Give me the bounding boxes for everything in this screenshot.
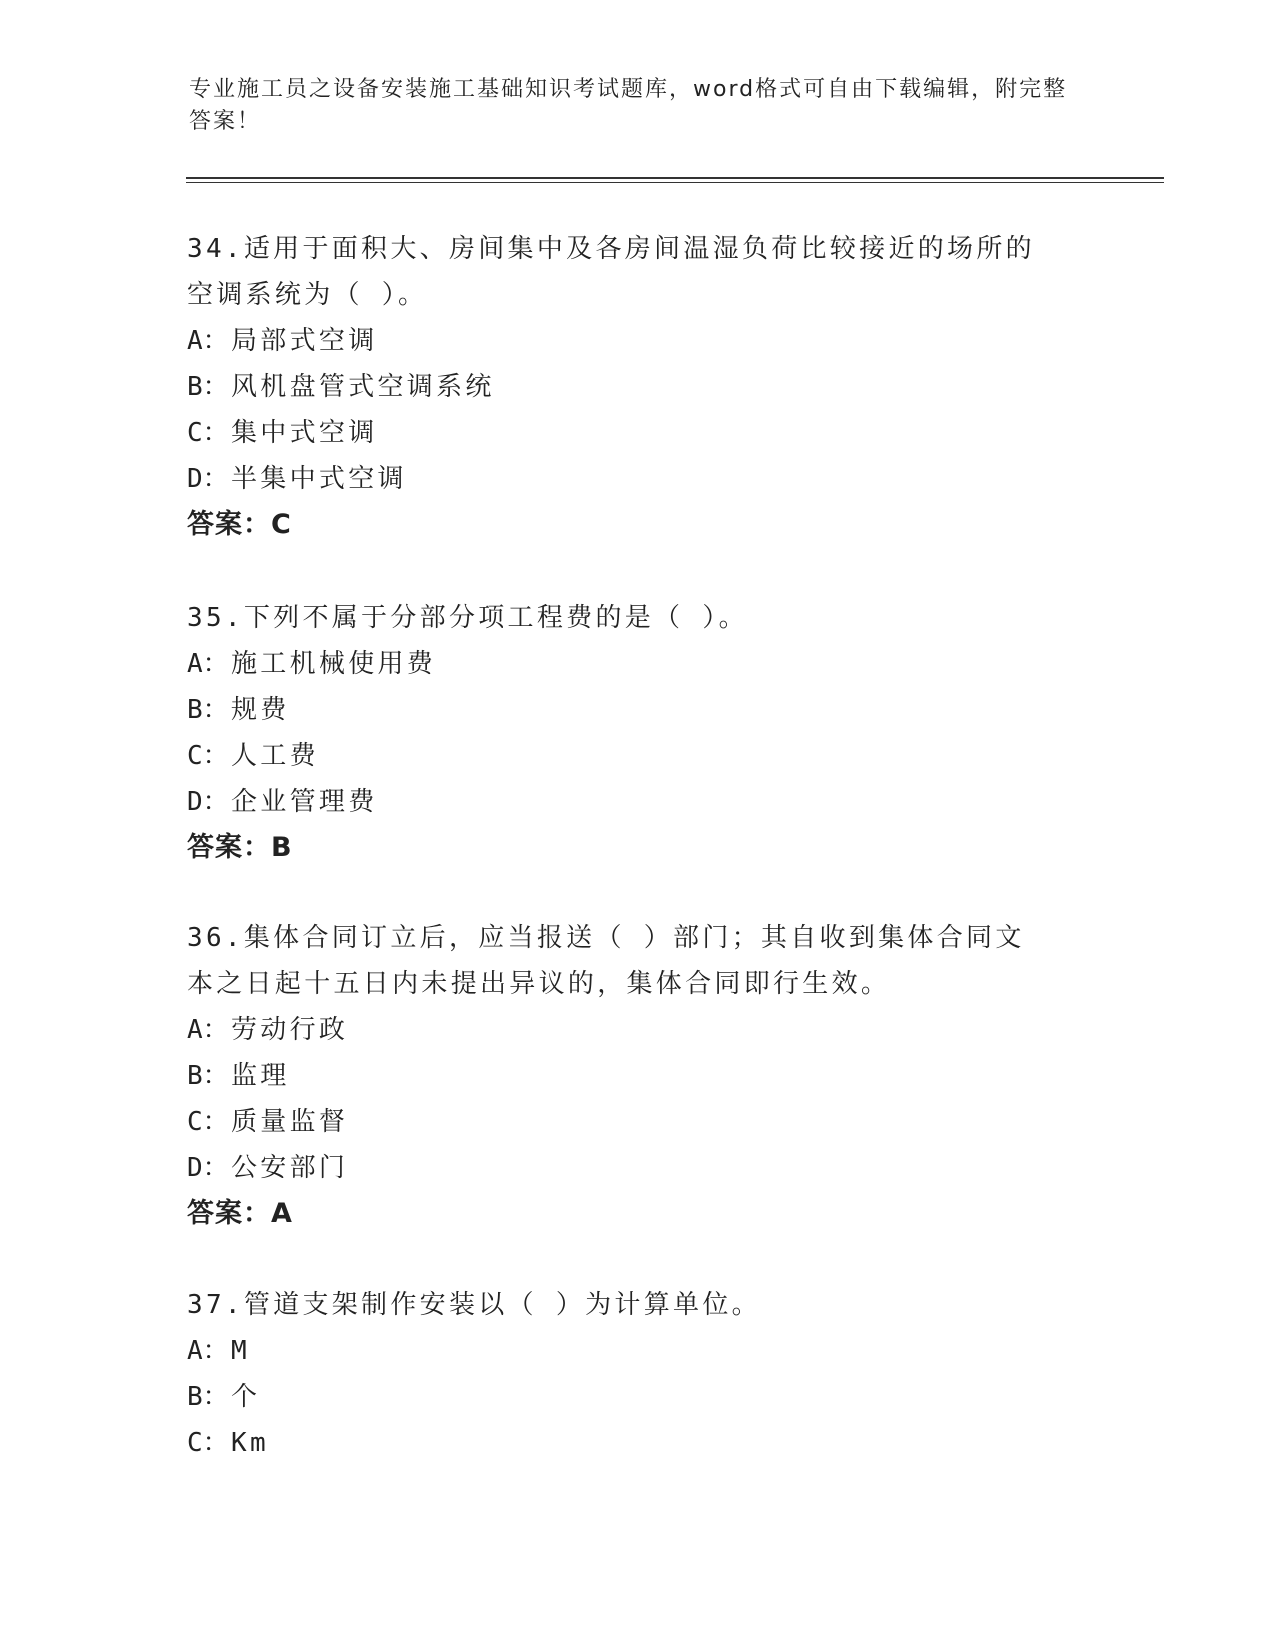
question-stem: 37.管道支架制作安装以（ ）为计算单位。	[187, 1290, 761, 1320]
option-key: C：	[187, 1107, 229, 1137]
option-key: B：	[187, 1061, 229, 1091]
option-b	[187, 687, 1087, 733]
answer-label: 答案：B	[187, 832, 293, 863]
answer-label: 答案：A	[187, 1198, 293, 1229]
option-text: 公安部门	[231, 1153, 349, 1183]
option-b	[187, 1374, 1087, 1420]
option-key: B：	[187, 695, 229, 725]
option-text: 质量监督	[231, 1107, 349, 1137]
question-34	[187, 226, 1087, 548]
option-text: 规费	[231, 695, 290, 725]
option-text: 人工费	[231, 741, 319, 771]
document-header-text: 专业施工员之设备安装施工基础知识考试题库，word格式可自由下载编辑，附完整答案！	[189, 77, 1068, 134]
option-key: C：	[187, 418, 229, 448]
option-a	[187, 641, 1087, 687]
option-text: 监理	[231, 1061, 290, 1091]
option-b	[187, 1053, 1087, 1099]
option-a	[187, 1328, 1087, 1374]
option-key: D：	[187, 1153, 229, 1183]
option-d	[187, 779, 1087, 825]
option-key: C：	[187, 741, 229, 771]
option-key: A：	[187, 326, 229, 356]
option-text: Km	[231, 1428, 269, 1458]
option-text: 风机盘管式空调系统	[231, 372, 495, 402]
option-text: 施工机械使用费	[231, 649, 437, 679]
header-divider	[186, 177, 1164, 183]
option-key: A：	[187, 1336, 229, 1366]
option-c	[187, 733, 1087, 779]
option-key: A：	[187, 1015, 229, 1045]
question-stem: 35.下列不属于分部分项工程费的是（ ）。	[187, 603, 748, 633]
question-36	[187, 915, 1087, 1237]
answer-label: 答案：C	[187, 509, 292, 540]
option-b	[187, 364, 1087, 410]
option-d	[187, 1145, 1087, 1191]
question-stem: 36.集体合同订立后，应当报送（ ）部门；其自收到集体合同文本之日起十五日内未提出异议的，集体合同即行生效。	[187, 923, 1025, 999]
option-d	[187, 456, 1087, 502]
option-a	[187, 318, 1087, 364]
option-text: 个	[231, 1382, 261, 1412]
question-stem: 34.适用于面积大、房间集中及各房间温湿负荷比较接近的场所的空调系统为（ ）。	[187, 234, 1035, 310]
option-key: C：	[187, 1428, 229, 1458]
option-a	[187, 1007, 1087, 1053]
option-text: M	[231, 1336, 250, 1366]
option-c	[187, 1420, 1087, 1466]
option-key: D：	[187, 464, 229, 494]
question-35	[187, 595, 1087, 871]
option-c	[187, 410, 1087, 456]
option-text: 劳动行政	[231, 1015, 349, 1045]
option-text: 集中式空调	[231, 418, 378, 448]
option-key: A：	[187, 649, 229, 679]
option-key: B：	[187, 372, 229, 402]
option-text: 局部式空调	[231, 326, 378, 356]
option-text: 半集中式空调	[231, 464, 407, 494]
option-c	[187, 1099, 1087, 1145]
option-key: B：	[187, 1382, 229, 1412]
question-37	[187, 1282, 1087, 1466]
option-key: D：	[187, 787, 229, 817]
option-text: 企业管理费	[231, 787, 378, 817]
